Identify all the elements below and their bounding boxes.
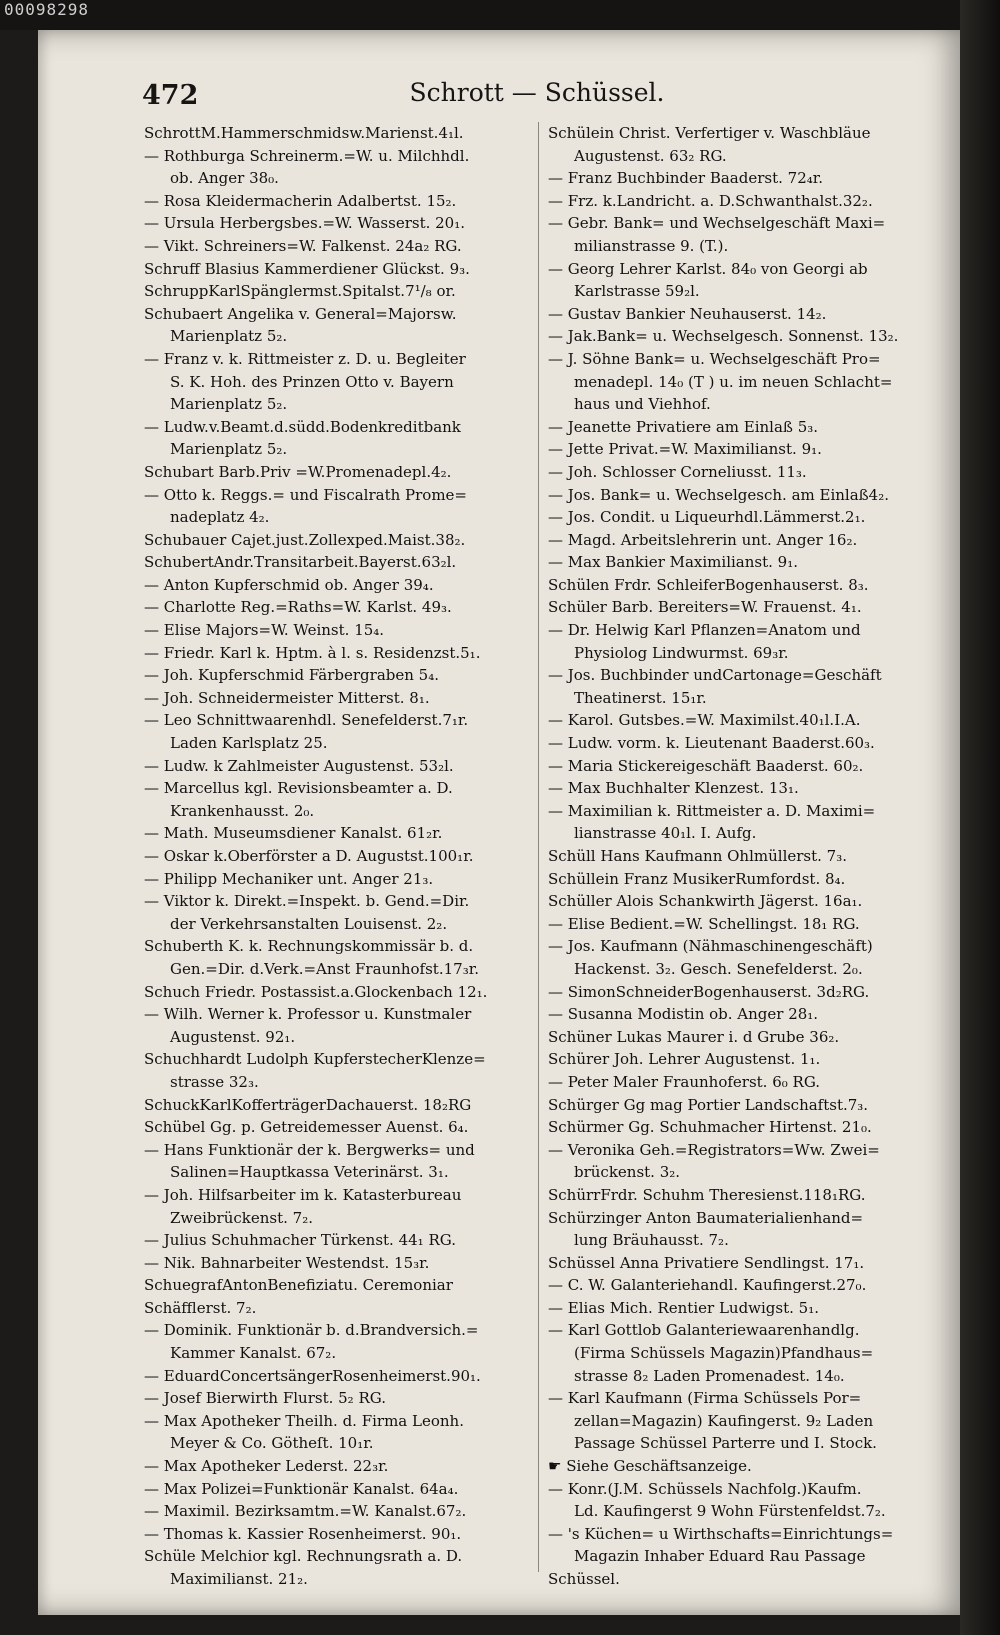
directory-entry-line: Schübel Gg. p. Getreidemesser Auenst. 6₄. — [144, 1118, 469, 1137]
directory-entry-line: Schürer Joh. Lehrer Augustenst. 1₁. — [548, 1050, 821, 1069]
directory-entry-line: SchuegrafAntonBenefiziatu. Ceremoniar — [144, 1276, 453, 1295]
directory-entry-line: Schäfflerst. 7₂. — [144, 1298, 257, 1317]
book-gutter — [960, 0, 1000, 1635]
directory-entry-line: Schüssel. — [548, 1570, 620, 1588]
directory-entry-line: — Jos. Buchbinder undCartonage=Geschäft — [548, 666, 882, 685]
entry-continuation-line: Marienplatz 5₂. — [170, 395, 288, 414]
directory-entry-line: — Jos. Bank= u. Wechselgesch. am Einlaß4₂. — [548, 485, 890, 504]
directory-entry-line: — Max Polizei=Funktionär Kanalst. 64a₄. — [144, 1479, 459, 1498]
directory-entry-line: — Nik. Bahnarbeiter Westendst. 15₃r. — [144, 1253, 430, 1272]
entry-continuation-line: (Firma Schüssels Magazin)Pfandhaus= — [574, 1344, 874, 1363]
directory-column-left — [144, 122, 534, 1591]
entry-continuation-line: lianstrasse 40₁l. I. Aufg. — [574, 824, 757, 843]
directory-entry-line: — Jette Privat.=W. Maximilianst. 9₁. — [548, 440, 822, 459]
entry-continuation-line: Theatinerst. 15₁r. — [574, 688, 707, 707]
directory-entry-line: SchubertAndr.Transitarbeit.Bayerst.63₂l. — [144, 553, 457, 572]
directory-entry-line: — Wilh. Werner k. Professor u. Kunstmaler — [144, 1005, 472, 1024]
directory-entry-line: — C. W. Galanteriehandl. Kaufingerst.27₀. — [548, 1276, 867, 1295]
entry-continuation-line: Augustenst. 92₁. — [170, 1027, 296, 1046]
scan-top-edge — [0, 0, 1000, 30]
directory-entry-line: Schüller Alois Schankwirth Jägerst. 16a₁. — [548, 892, 863, 911]
entry-continuation-line: Passage Schüssel Parterre und I. Stock. — [574, 1434, 877, 1453]
directory-entry-line: — Veronika Geh.=Registrators=Ww. Zwei= — [548, 1140, 880, 1159]
entry-continuation-line: Physiolog Lindwurmst. 69₃r. — [574, 643, 789, 662]
directory-entry-line: — Georg Lehrer Karlst. 84₀ von Georgi ab — [548, 259, 868, 278]
directory-entry-line: — Elise Bedient.=W. Schellingst. 18₁ RG. — [548, 914, 860, 933]
entry-continuation-line: ob. Anger 38₀. — [170, 169, 279, 188]
directory-entry-line: — Ursula Herbergsbes.=W. Wasserst. 20₁. — [144, 214, 465, 233]
entry-continuation-line: Magazin Inhaber Eduard Rau Passage — [574, 1547, 866, 1566]
directory-entry-line: — Vikt. Schreiners=W. Falkenst. 24a₂ RG. — [144, 236, 462, 255]
entry-continuation-line: Karlstrasse 59₂l. — [574, 282, 700, 301]
directory-entry-line: SchruppKarlSpänglermst.Spitalst.7¹/₈ or. — [144, 282, 456, 301]
entry-continuation-line: menadepl. 14₀ (T ) u. im neuen Schlacht= — [574, 372, 893, 391]
directory-entry-line: Schülein Christ. Verfertiger v. Waschbläue — [548, 124, 871, 142]
directory-entry-line: — Karol. Gutsbes.=W. Maximilst.40₁l.I.A. — [548, 711, 861, 730]
column-divider — [538, 122, 539, 1572]
directory-entry-line: — SimonSchneiderBogenhauserst. 3d₂RG. — [548, 982, 870, 1001]
entry-continuation-line: der Verkehrsanstalten Louisenst. 2₂. — [170, 914, 448, 933]
directory-entry-line: Schüner Lukas Maurer i. d Grube 36₂. — [548, 1027, 840, 1046]
directory-entry-line: — Rosa Kleidermacherin Adalbertst. 15₂. — [144, 191, 457, 210]
directory-entry-line: — Thomas k. Kassier Rosenheimerst. 90₁. — [144, 1524, 462, 1543]
directory-entry-line: — Susanna Modistin ob. Anger 28₁. — [548, 1005, 819, 1024]
page-number: 472 — [142, 80, 199, 111]
directory-entry-line: SchrottM.Hammerschmidsw.Marienst.4₁l. — [144, 124, 464, 142]
directory-entry-line: — Ludw. vorm. k. Lieutenant Baaderst.60₃. — [548, 734, 875, 753]
directory-entry-line: — Gustav Bankier Neuhauserst. 14₂. — [548, 304, 827, 323]
directory-entry-line: Schülen Frdr. SchleiferBogenhauserst. 8₃. — [548, 575, 869, 594]
directory-entry-line: Schüssel Anna Privatiere Sendlingst. 17₁. — [548, 1253, 865, 1272]
directory-entry-line: — Marcellus kgl. Revisionsbeamter a. D. — [144, 779, 453, 798]
entry-continuation-line: strasse 32₃. — [170, 1072, 259, 1091]
directory-entry-line: — Joh. Schneidermeister Mitterst. 8₁. — [144, 688, 430, 707]
entry-continuation-line: Maximilianst. 21₂. — [170, 1570, 308, 1588]
directory-entry-line: Schuchhardt Ludolph KupferstecherKlenze= — [144, 1050, 486, 1069]
entry-continuation-line: Marienplatz 5₂. — [170, 440, 288, 459]
directory-entry-line: — Jos. Condit. u Liqueurhdl.Lämmerst.2₁. — [548, 508, 866, 527]
directory-entry-line: — Rothburga Schreinerm.=W. u. Milchhdl. — [144, 146, 470, 165]
directory-entry-line: — Magd. Arbeitslehrerin unt. Anger 16₂. — [548, 530, 858, 549]
entry-continuation-line: Gen.=Dir. d.Verk.=Anst Fraunhofst.17₃r. — [170, 959, 479, 978]
directory-entry-line: — Anton Kupferschmid ob. Anger 39₄. — [144, 575, 434, 594]
directory-entry-line: — Franz Buchbinder Baaderst. 72₄r. — [548, 169, 824, 188]
entry-continuation-line: lung Bräuhausst. 7₂. — [574, 1231, 729, 1250]
directory-entry-line: — Konr.(J.M. Schüssels Nachfolg.)Kaufm. — [548, 1479, 862, 1498]
directory-entry-line: Schubart Barb.Priv =W.Promenadepl.4₂. — [144, 462, 452, 481]
entry-continuation-line: Zweibrückenst. 7₂. — [170, 1208, 313, 1227]
directory-entry-line: — Gebr. Bank= und Wechselgeschäft Maxi= — [548, 214, 886, 233]
directory-entry-line: ☛ Siehe Geschäftsanzeige. — [548, 1457, 752, 1476]
directory-entry-line: — Max Apotheker Lederst. 22₃r. — [144, 1457, 389, 1476]
directory-entry-line: Schürger Gg mag Portier Landschaftst.7₃. — [548, 1095, 869, 1114]
directory-entry-line: — Franz v. k. Rittmeister z. D. u. Begleiter — [144, 349, 466, 368]
directory-entry-line: SchuckKarlKofferträgerDachauerst. 18₂RG — [144, 1095, 472, 1114]
entry-continuation-line: Meyer & Co. Götheſt. 10₁r. — [170, 1434, 374, 1453]
entry-continuation-line: S. K. Hoh. des Prinzen Otto v. Bayern — [170, 372, 454, 391]
directory-entry-line: — Oskar k.Oberförster a D. Augustst.100₁r. — [144, 847, 474, 865]
directory-entry-line: Schubauer Cajet.just.Zollexped.Maist.38₂. — [144, 530, 466, 549]
directory-entry-line: — Frz. k.Landricht. a. D.Schwanthalst.32₂. — [548, 191, 873, 210]
scan-id-watermark: 00098298 — [4, 0, 90, 19]
directory-entry-line: — Leo Schnittwaarenhdl. Senefelderst.7₁r. — [144, 711, 469, 730]
entry-continuation-line: Krankenhausst. 2₀. — [170, 801, 315, 820]
directory-entry-line: — Elise Majors=W. Weinst. 15₄. — [144, 621, 385, 640]
directory-entry-line: — Josef Bierwirth Flurst. 5₂ RG. — [144, 1389, 386, 1408]
directory-entry-line: — Ludw.v.Beamt.d.südd.Bodenkreditbank — [144, 417, 461, 436]
directory-entry-line: Schürmer Gg. Schuhmacher Hirtenst. 21₀. — [548, 1118, 872, 1137]
directory-entry-line: Schüler Barb. Bereiters=W. Frauenst. 4₁. — [548, 598, 862, 617]
directory-entry-line: — Joh. Kupferschmid Färbergraben 5₄. — [144, 666, 439, 685]
directory-entry-line: — Otto k. Reggs.= und Fiscalrath Prome= — [144, 485, 467, 504]
directory-entry-line: — Philipp Mechaniker unt. Anger 21₃. — [144, 869, 434, 888]
directory-entry-line: Schubaert Angelika v. General=Majorsw. — [144, 304, 457, 323]
directory-entry-line: — Jak.Bank= u. Wechselgesch. Sonnenst. 13₂. — [548, 327, 899, 346]
directory-entry-line: — Max Apotheker Theilh. d. Firma Leonh. — [144, 1411, 464, 1430]
directory-entry-line: Schuch Friedr. Postassist.a.Glockenbach 12₁. — [144, 982, 488, 1001]
entry-continuation-line: Marienplatz 5₂. — [170, 327, 288, 346]
directory-entry-line: Schüll Hans Kaufmann Ohlmüllerst. 7₃. — [548, 847, 847, 865]
entry-continuation-line: brückenst. 3₂. — [574, 1163, 681, 1182]
directory-entry-line: — Maria Stickereigeschäft Baaderst. 60₂. — [548, 756, 864, 775]
directory-column-right — [548, 122, 938, 1591]
entry-continuation-line: milianstrasse 9. (T.). — [574, 236, 729, 255]
entry-continuation-line: Hackenst. 3₂. Gesch. Senefelderst. 2₀. — [574, 959, 863, 978]
directory-entry-line: — Charlotte Reg.=Raths=W. Karlst. 49₃. — [144, 598, 452, 617]
directory-entry-line: — Max Bankier Maximilianst. 9₁. — [548, 553, 798, 572]
entry-continuation-line: zellan=Magazin) Kaufingerst. 9₂ Laden — [574, 1411, 874, 1430]
directory-entry-line: — Jos. Kaufmann (Nähmaschinengeschäft) — [548, 937, 873, 956]
entry-continuation-line: Salinen=Hauptkassa Veterinärst. 3₁. — [170, 1163, 449, 1182]
directory-entry-line: — Julius Schuhmacher Türkenst. 44₁ RG. — [144, 1231, 456, 1250]
entry-continuation-line: haus und Viehhof. — [574, 395, 711, 414]
directory-entry-line: — Friedr. Karl k. Hptm. à l. s. Residenzst.5₁. — [144, 643, 481, 662]
directory-entry-line: Schuberth K. k. Rechnungskommissär b. d. — [144, 937, 474, 956]
directory-entry-line: — Karl Gottlob Galanteriewaarenhandlg. — [548, 1321, 860, 1340]
directory-entry-line: Schüle Melchior kgl. Rechnungsrath a. D. — [144, 1547, 463, 1566]
directory-entry-line: — Peter Maler Fraunhoferst. 6₀ RG. — [548, 1072, 821, 1091]
directory-entry-line: Schüllein Franz MusikerRumfordst. 8₄. — [548, 869, 846, 888]
running-head: Schrott — Schüssel. — [409, 78, 665, 107]
directory-entry-line: — Dr. Helwig Karl Pflanzen=Anatom und — [548, 621, 861, 640]
directory-entry-line: — EduardConcertsängerRosenheimerst.90₁. — [144, 1366, 481, 1385]
directory-entry-line: — Karl Kaufmann (Firma Schüssels Por= — [548, 1389, 862, 1408]
entry-continuation-line: Kammer Kanalst. 67₂. — [170, 1344, 337, 1363]
directory-entry-line: — Jeanette Privatiere am Einlaß 5₃. — [548, 417, 819, 436]
directory-entry-line: — J. Söhne Bank= u. Wechselgeschäft Pro= — [548, 349, 881, 368]
directory-entry-line: — Maximil. Bezirksamtm.=W. Kanalst.67₂. — [144, 1502, 467, 1521]
entry-continuation-line: Laden Karlsplatz 25. — [170, 734, 328, 753]
directory-entry-line: — Dominik. Funktionär b. d.Brandversich.= — [144, 1321, 479, 1340]
directory-entry-line: — Joh. Hilfsarbeiter im k. Katasterbureau — [144, 1185, 462, 1204]
entry-continuation-line: strasse 8₂ Laden Promenadest. 14₀. — [574, 1366, 845, 1385]
entry-continuation-line: Ld. Kaufingerst 9 Wohn Fürstenfeldst.7₂. — [574, 1502, 886, 1521]
directory-entry-line: — Viktor k. Direkt.=Inspekt. b. Gend.=Dir. — [144, 892, 470, 911]
directory-entry-line: — Hans Funktionär der k. Bergwerks= und — [144, 1140, 475, 1159]
directory-entry-line: — Math. Museumsdiener Kanalst. 61₂r. — [144, 824, 443, 843]
entry-continuation-line: Augustenst. 63₂ RG. — [574, 146, 727, 165]
page-header — [142, 76, 932, 116]
entry-continuation-line: nadeplatz 4₂. — [170, 508, 270, 527]
directory-entry-line: SchürrFrdr. Schuhm Theresienst.118₁RG. — [548, 1185, 866, 1204]
directory-entry-line: Schürzinger Anton Baumaterialienhand= — [548, 1208, 864, 1227]
directory-entry-line: — Maximilian k. Rittmeister a. D. Maximi= — [548, 801, 876, 820]
directory-entry-line: Schruff Blasius Kammerdiener Glückst. 9₃. — [144, 259, 470, 278]
directory-entry-line: — 's Küchen= u Wirthschafts=Einrichtungs= — [548, 1524, 894, 1543]
directory-entry-line: — Max Buchhalter Klenzest. 13₁. — [548, 779, 799, 798]
directory-entry-line: — Elias Mich. Rentier Ludwigst. 5₁. — [548, 1298, 819, 1317]
directory-entry-line: — Ludw. k Zahlmeister Augustenst. 53₂l. — [144, 756, 454, 775]
directory-entry-line: — Joh. Schlosser Corneliusst. 11₃. — [548, 462, 807, 481]
